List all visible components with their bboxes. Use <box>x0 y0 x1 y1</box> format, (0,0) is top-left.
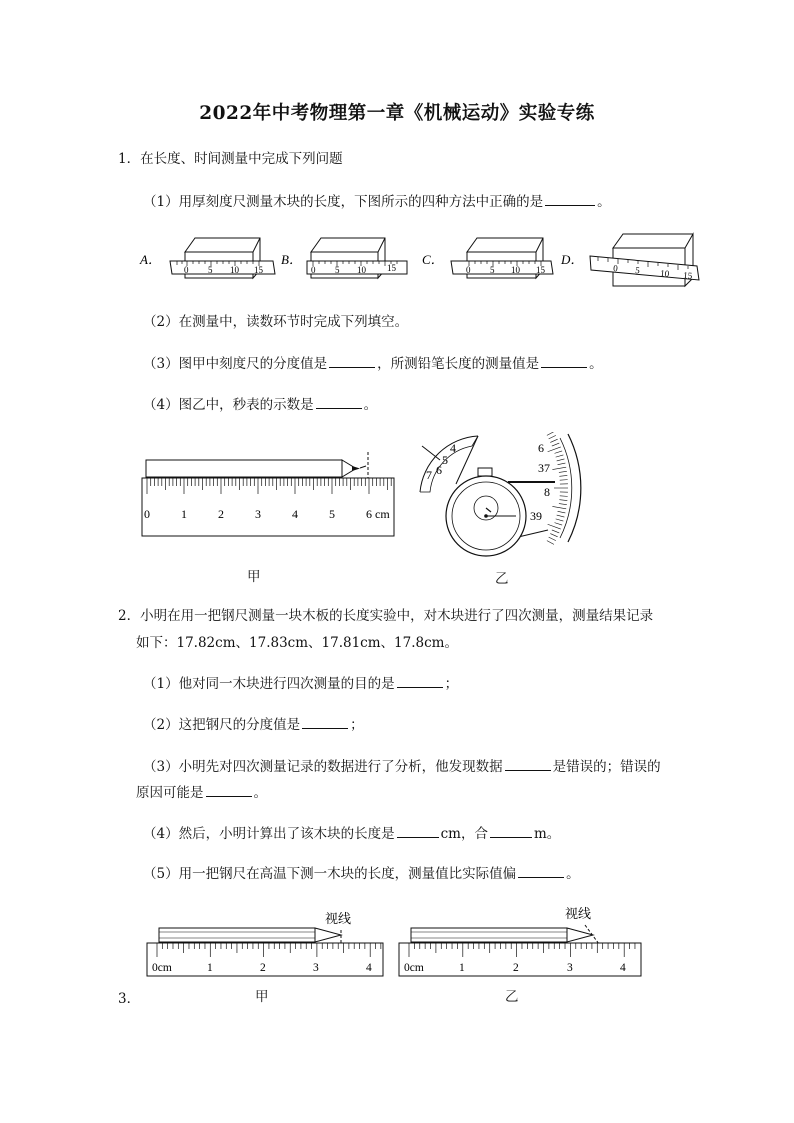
q1-part3-text-a: （3）图甲中刻度尺的分度值是 <box>143 356 328 372</box>
ruler-tick-mark <box>550 439 557 442</box>
ruler-tick-mark <box>549 435 556 439</box>
ruler-tick-mark <box>550 534 557 537</box>
option-c-tick-15: 15 <box>536 265 545 275</box>
option-a-figure <box>170 238 275 278</box>
q2-part4-text-a: （4）然后，小明计算出了该木块的长度是 <box>143 826 395 842</box>
q2-jia-tick-2: 2 <box>260 962 266 974</box>
q2-part3-cont-text: 原因可能是 <box>136 785 204 801</box>
pencil <box>146 452 368 478</box>
figure-q2-sight-lines <box>145 900 645 982</box>
option-b-tick-5: 5 <box>335 265 340 275</box>
option-c-tick-5: 5 <box>490 265 495 275</box>
option-a-tick-15: 15 <box>254 265 263 275</box>
second-label-37: 37 <box>538 461 550 475</box>
sight-label-jia: 视线 <box>325 911 352 926</box>
answer-blank[interactable] <box>316 395 362 409</box>
ruler-tick-mark <box>556 519 564 521</box>
ruler-tick-mark <box>558 463 566 465</box>
q3-stem: 3． <box>118 991 141 1007</box>
q2-part3-text-b: 是错误的；错误的 <box>552 759 661 775</box>
minute-label-7: 7 <box>426 468 432 482</box>
q2-part4-text-b: cm，合 <box>440 826 488 842</box>
answer-blank[interactable] <box>490 824 532 838</box>
q1-part2: （2）在测量中，读数环节时完成下列填空。 <box>143 314 409 330</box>
ruler-tick-mark <box>559 500 567 501</box>
ruler-tick-mark <box>549 537 556 541</box>
ruler-tick-label-0: 0 <box>144 507 150 521</box>
q2-part3-cont-end: 。 <box>253 785 267 801</box>
q2-part3-text-a: （3）小明先对四次测量记录的数据进行了分析，他发现数据 <box>143 759 503 775</box>
q1-part4 <box>143 395 377 414</box>
q2-yi-tick-3: 3 <box>567 962 573 974</box>
ruler-tick-mark <box>559 504 567 505</box>
option-b-tick-15: 15 <box>387 263 396 273</box>
figure-yi-stopwatch <box>418 432 593 562</box>
option-b-figure <box>307 238 407 278</box>
answer-blank[interactable] <box>545 192 595 206</box>
ruler-tick-label-5: 5 <box>329 507 335 521</box>
q2-part1 <box>143 674 458 693</box>
ruler-jia <box>142 478 394 536</box>
figure-yi-caption: 乙 <box>495 571 509 587</box>
q2-part4-end: m。 <box>533 826 561 842</box>
ruler-tick-mark <box>556 455 564 457</box>
ruler-tick-mark <box>559 471 567 472</box>
option-d-label: D． <box>561 252 584 267</box>
q2-part5 <box>143 864 580 883</box>
ruler-tick-mark <box>552 506 566 508</box>
q2-yi-tick-0: 0cm <box>404 962 424 974</box>
q2-stem-line2: 如下：17.82cm、17.83cm、17.81cm、17.8cm。 <box>136 635 458 651</box>
ruler-tick-label-3: 3 <box>255 507 261 521</box>
figure-q2-caption-yi: 乙 <box>505 989 519 1005</box>
option-c-tick-0: 0 <box>466 265 471 275</box>
minute-label-5: 5 <box>442 453 448 467</box>
ruler-tick-label-4: 4 <box>292 507 298 521</box>
second-label-6: 6 <box>538 441 544 455</box>
ruler-tick-mark <box>548 524 561 529</box>
option-d-tick-0: 0 <box>612 263 619 274</box>
ruler-tick-label-2: 2 <box>218 507 224 521</box>
q2-jia-tick-0: 0cm <box>152 962 172 974</box>
q1-part4-end: 。 <box>363 397 378 413</box>
q1-part3 <box>143 354 603 373</box>
figure-jia-pencil-ruler <box>140 440 400 540</box>
q2-stem-line1: 2．小明在用一把钢尺测量一块木板的长度实验中，对木块进行了四次测量，测量结果记录 <box>118 608 654 624</box>
option-a-tick-0: 0 <box>184 265 189 275</box>
q2-yi-tick-4: 4 <box>620 962 626 974</box>
q1-part3-end: 。 <box>589 356 603 372</box>
ruler-tick-mark <box>560 480 568 481</box>
q1-part1 <box>143 192 611 211</box>
figure-jia-caption: 甲 <box>247 569 261 585</box>
q2-part3-cont <box>136 783 267 802</box>
q2-jia-tick-4: 4 <box>366 962 372 974</box>
answer-blank[interactable] <box>505 757 551 771</box>
second-label-39: 39 <box>530 509 542 523</box>
option-d-tick-10: 10 <box>659 268 670 279</box>
q2-jia-tick-3: 3 <box>313 962 319 974</box>
q2-yi-tick-1: 1 <box>459 962 465 974</box>
ruler-tick-mark <box>560 496 568 497</box>
answer-blank[interactable] <box>329 354 375 368</box>
figure-q2-caption-jia: 甲 <box>255 989 269 1005</box>
ruler-tick-mark <box>552 467 566 469</box>
answer-blank[interactable] <box>397 674 443 688</box>
option-c-figure <box>451 238 553 278</box>
option-b-tick-0: 0 <box>311 265 316 275</box>
q2-part5-text: （5）用一把钢尺在高温下测一木块的长度，测量值比实际值偏 <box>143 866 517 882</box>
q2-part2-end: ； <box>350 717 364 733</box>
minute-label-6: 6 <box>436 463 442 477</box>
option-c-label: C． <box>422 252 444 267</box>
ruler-options-figure <box>135 228 715 292</box>
q2-yi-tick-2: 2 <box>513 962 519 974</box>
q2-part4 <box>143 824 560 843</box>
option-a-tick-5: 5 <box>208 265 213 275</box>
answer-blank[interactable] <box>397 824 439 838</box>
option-c-tick-10: 10 <box>511 265 520 275</box>
option-d-figure <box>590 234 699 286</box>
q1-part1-end: 。 <box>597 194 611 210</box>
option-d-tick-5: 5 <box>634 265 641 276</box>
option-b-tick-10: 10 <box>357 265 366 275</box>
ruler-tick-mark <box>547 541 554 545</box>
q1-part4-text: （4）图乙中，秒表的示数是 <box>143 397 314 413</box>
sight-label-yi: 视线 <box>565 906 592 921</box>
q2-part2 <box>143 715 364 734</box>
ruler-tick-mark <box>547 432 554 435</box>
q2-part1-text: （1）他对同一木块进行四次测量的目的是 <box>143 676 395 692</box>
answer-blank[interactable] <box>206 783 252 797</box>
answer-blank[interactable] <box>302 715 348 729</box>
q2-part3 <box>143 757 661 776</box>
q2-part2-text: （2）这把钢尺的分度值是 <box>143 717 301 733</box>
q1-part3-text-b: ，所测铅笔长度的测量值是 <box>377 356 540 372</box>
figure-q2-yi <box>399 906 641 976</box>
minute-label-4: 4 <box>450 441 456 455</box>
ruler-tick-mark <box>557 515 565 517</box>
ruler-tick-mark <box>559 475 567 476</box>
ruler-tick-mark <box>555 523 563 525</box>
q1-part1-text: （1）用厚刻度尺测量木块的长度，下图所示的四种方法中正确的是 <box>143 194 544 210</box>
ruler-tick-mark <box>555 451 563 453</box>
ruler-tick-mark <box>558 511 566 513</box>
option-d-tick-15: 15 <box>682 270 693 281</box>
q2-part1-end: ； <box>444 676 459 692</box>
ruler-tick-mark <box>552 530 559 533</box>
option-b-label: B． <box>281 252 302 267</box>
answer-blank[interactable] <box>518 864 564 878</box>
ruler-tick-label-6: 6 cm <box>366 507 390 521</box>
q2-jia-tick-1: 1 <box>207 962 213 974</box>
option-a-tick-10: 10 <box>230 265 239 275</box>
ruler-tick-mark <box>552 443 559 446</box>
q1-stem: 1．在长度、时间测量中完成下列问题 <box>118 151 343 167</box>
answer-blank[interactable] <box>541 354 587 368</box>
ruler-tick-mark <box>557 459 565 461</box>
second-label-8: 8 <box>544 485 550 499</box>
q2-part5-end: 。 <box>566 866 580 882</box>
ruler-tick-mark <box>548 447 561 452</box>
ruler-tick-label-1: 1 <box>181 507 187 521</box>
option-a-label: A． <box>140 252 161 267</box>
figure-q2-jia <box>147 911 383 976</box>
page-title: 2022年中考物理第一章《机械运动》实验专练 <box>199 103 595 124</box>
